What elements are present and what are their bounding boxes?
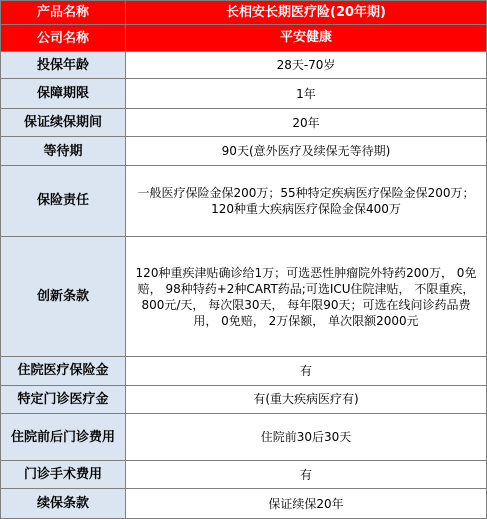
row-label: 住院前后门诊费用 — [1, 414, 126, 461]
company-name-value: 平安健康 — [126, 25, 487, 51]
row-label: 创新条款 — [1, 237, 126, 357]
table-row-outpatient-surgery — [1, 460, 487, 488]
row-value: 90天(意外医疗及续保无等待期) — [126, 137, 487, 165]
row-label: 住院医疗保险金 — [1, 357, 126, 385]
row-label: 保障期限 — [1, 79, 126, 109]
row-label: 投保年龄 — [1, 51, 126, 78]
row-value: 有 — [126, 357, 487, 385]
row-label: 续保条款 — [1, 489, 126, 519]
table-row-hospitalization — [1, 357, 487, 385]
product-name-label: 产品名称 — [1, 1, 126, 25]
row-label: 等待期 — [1, 137, 126, 165]
table-row-guaranteed-renewal — [1, 108, 487, 136]
table-row-coverage — [1, 165, 487, 236]
table-row-innovative-terms — [1, 237, 487, 357]
table-row-renewal-terms — [1, 489, 487, 519]
row-value: 有 — [126, 460, 487, 488]
row-value: 120种重疾津贴确诊给1万；可选恶性肿瘤院外特药200万， 0免赔， 98种特药+2种CART药品;可选ICU住院津贴， 不限重疾， 800元/天， 每次限30天， 每年限90天；可选在线问诊药品费用， 0免赔， 2万保额， 单次限额2000元 — [126, 237, 487, 357]
row-value: 有(重大疾病医疗有) — [126, 385, 487, 413]
table-row-pre-post-outpatient — [1, 414, 487, 461]
row-value: 20年 — [126, 108, 487, 136]
table-row-age — [1, 51, 487, 78]
row-value: 28天-70岁 — [126, 51, 487, 78]
row-value: 一般医疗保险金保200万；55种特定疾病医疗保险金保200万；120种重大疾病医疗保险金保400万 — [126, 165, 487, 236]
row-value: 1年 — [126, 79, 487, 109]
table-row-product-name — [1, 1, 487, 25]
row-label: 保证续保期间 — [1, 108, 126, 136]
table-row-coverage-period — [1, 79, 487, 109]
table-row-special-outpatient — [1, 385, 487, 413]
row-label: 门诊手术费用 — [1, 460, 126, 488]
product-name-value: 长相安长期医疗险(20年期) — [126, 1, 487, 25]
table-row-waiting-period — [1, 137, 487, 165]
row-label: 保险责任 — [1, 165, 126, 236]
row-label: 特定门诊医疗金 — [1, 385, 126, 413]
company-name-label: 公司名称 — [1, 25, 126, 51]
table-row-company-name — [1, 25, 487, 51]
row-value: 保证续保20年 — [126, 489, 487, 519]
row-value: 住院前30后30天 — [126, 414, 487, 461]
